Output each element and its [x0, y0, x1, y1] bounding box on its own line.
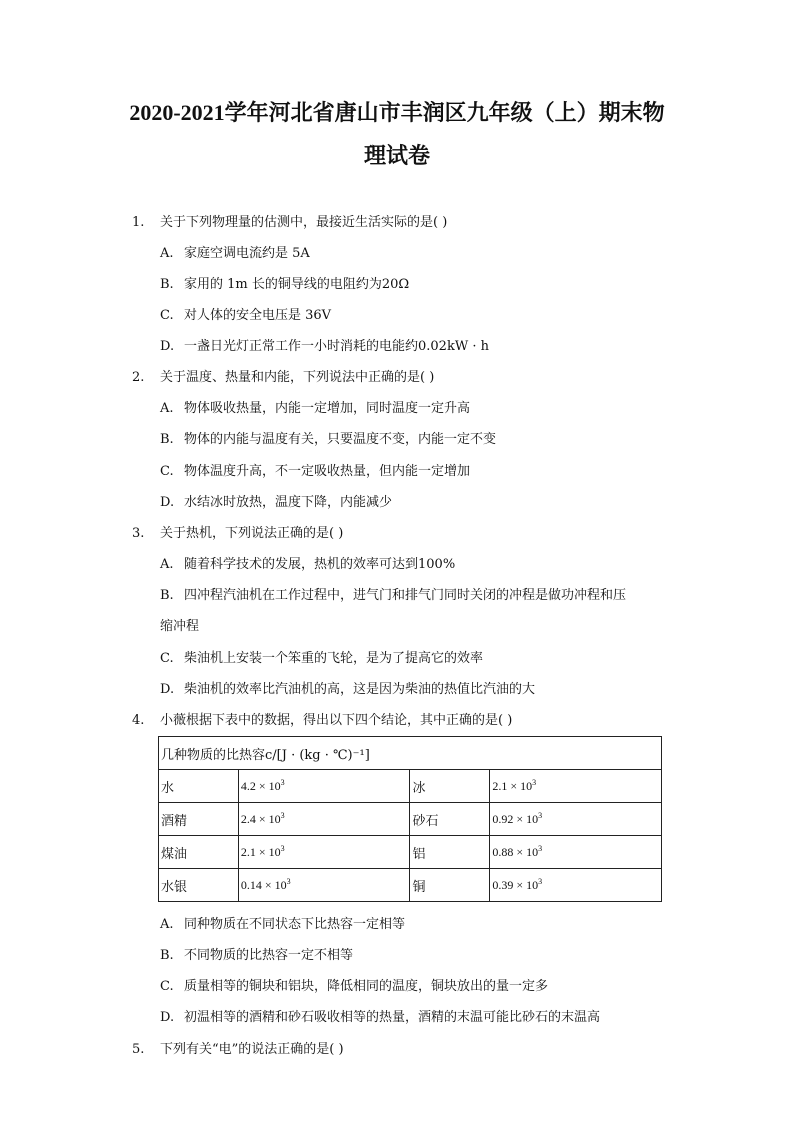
table-header-row — [159, 737, 662, 770]
option-b-continuation: 缩冲程 — [160, 619, 200, 634]
question-number: 2. — [132, 370, 145, 385]
substance-cell: 酒精 — [159, 803, 239, 836]
option-letter: A. — [160, 557, 174, 572]
value-cell: $0.88 \times 10^3$ — [490, 836, 662, 869]
table-header: 几种物质的比热容c/[J · (kg · ℃)⁻¹] — [159, 737, 662, 770]
question-stem: 关于热机，下列说法正确的是( ) — [160, 526, 344, 541]
option-b — [160, 275, 409, 295]
table-row — [159, 836, 662, 869]
option-letter: C. — [160, 651, 174, 666]
substance-cell: 铝 — [410, 836, 490, 869]
option-c — [160, 462, 470, 482]
option-d — [160, 493, 392, 513]
option-text: 柴油机的效率比汽油机的高，这是因为柴油的热值比汽油的大 — [184, 682, 536, 697]
option-text: 随着科学技术的发展，热机的效率可达到100% — [184, 557, 456, 572]
question-number: 1. — [132, 215, 145, 230]
exam-title-line1: 2020-2021学年河北省唐山市丰润区九年级（上）期末物 — [129, 100, 665, 125]
option-text: 物体吸收热量，内能一定增加，同时温度一定升高 — [184, 401, 471, 416]
table-row — [159, 770, 662, 803]
value-cell: $0.39 \times 10^3$ — [490, 869, 662, 902]
question-number: 3. — [132, 526, 145, 541]
option-letter: C. — [160, 308, 174, 323]
value-cell: $0.14 \times 10^3$ — [238, 869, 410, 902]
question-stem: 关于温度、热量和内能，下列说法中正确的是( ) — [160, 370, 435, 385]
option-text: 家用的 1m 长的铜导线的电阻约为20Ω — [184, 277, 410, 292]
substance-cell: 煤油 — [159, 836, 239, 869]
substance-cell: 冰 — [410, 770, 490, 803]
option-text: 物体温度升高，不一定吸收热量，但内能一定增加 — [184, 464, 471, 479]
option-text: 四冲程汽油机在工作过程中，进气门和排气门同时关闭的冲程是做功冲程和压 — [184, 588, 627, 603]
option-a — [160, 555, 455, 575]
question-stem: 下列有关“电”的说法正确的是( ) — [160, 1042, 344, 1057]
value-cell: $2.1 \times 10^3$ — [238, 836, 410, 869]
option-text: 水结冰时放热，温度下降，内能减少 — [184, 495, 393, 510]
option-letter: D. — [160, 339, 175, 354]
option-b — [160, 586, 626, 606]
substance-cell: 铜 — [410, 869, 490, 902]
option-b — [160, 430, 496, 450]
option-letter: B. — [160, 277, 174, 292]
question-number: 5. — [132, 1042, 145, 1057]
option-text: 不同物质的比热容一定不相等 — [184, 948, 354, 963]
value-cell: $0.92 \times 10^3$ — [490, 803, 662, 836]
option-b — [160, 946, 353, 966]
option-text: 对人体的安全电压是 36V — [184, 308, 332, 323]
option-d — [160, 680, 535, 700]
question-stem: 关于下列物理量的估测中，最接近生活实际的是( ) — [160, 215, 448, 230]
option-text: 柴油机上安装一个笨重的飞轮，是为了提高它的效率 — [184, 651, 484, 666]
option-a — [160, 244, 310, 264]
option-text: 物体的内能与温度有关，只要温度不变，内能一定不变 — [184, 432, 497, 447]
substance-cell: 砂石 — [410, 803, 490, 836]
option-letter: B. — [160, 948, 174, 963]
option-letter: D. — [160, 682, 175, 697]
table-row — [159, 803, 662, 836]
option-text: 初温相等的酒精和砂石吸收相等的热量，酒精的末温可能比砂石的末温高 — [184, 1010, 601, 1025]
option-c — [160, 306, 331, 326]
option-a — [160, 915, 405, 935]
option-text: 家庭空调电流约是 5A — [184, 246, 310, 261]
option-letter: B. — [160, 588, 174, 603]
option-letter: A. — [160, 917, 174, 932]
substance-cell: 水 — [159, 770, 239, 803]
option-c — [160, 649, 483, 669]
option-d — [160, 1008, 600, 1028]
specific-heat-table — [158, 736, 662, 902]
option-text: 一盏日光灯正常工作一小时消耗的电能约0.02kW · h — [184, 339, 489, 354]
option-a — [160, 399, 470, 419]
substance-cell: 水银 — [159, 869, 239, 902]
option-letter: D. — [160, 1010, 175, 1025]
option-text: 同种物质在不同状态下比热容一定相等 — [184, 917, 406, 932]
option-c — [160, 977, 548, 997]
question-number: 4. — [132, 713, 145, 728]
value-cell: $2.4 \times 10^3$ — [238, 803, 410, 836]
option-text: 质量相等的铜块和铝块，降低相同的温度，铜块放出的量一定多 — [184, 979, 549, 994]
table-row — [159, 869, 662, 902]
value-cell: $2.1 \times 10^3$ — [490, 770, 662, 803]
option-letter: C. — [160, 979, 174, 994]
option-letter: D. — [160, 495, 175, 510]
question-stem: 小薇根据下表中的数据，得出以下四个结论，其中正确的是( ) — [160, 713, 513, 728]
option-letter: A. — [160, 246, 174, 261]
option-letter: A. — [160, 401, 174, 416]
option-letter: B. — [160, 432, 174, 447]
option-d — [160, 337, 489, 357]
exam-title-line2: 理试卷 — [363, 143, 430, 168]
option-letter: C. — [160, 464, 174, 479]
value-cell: $4.2 \times 10^3$ — [238, 770, 410, 803]
